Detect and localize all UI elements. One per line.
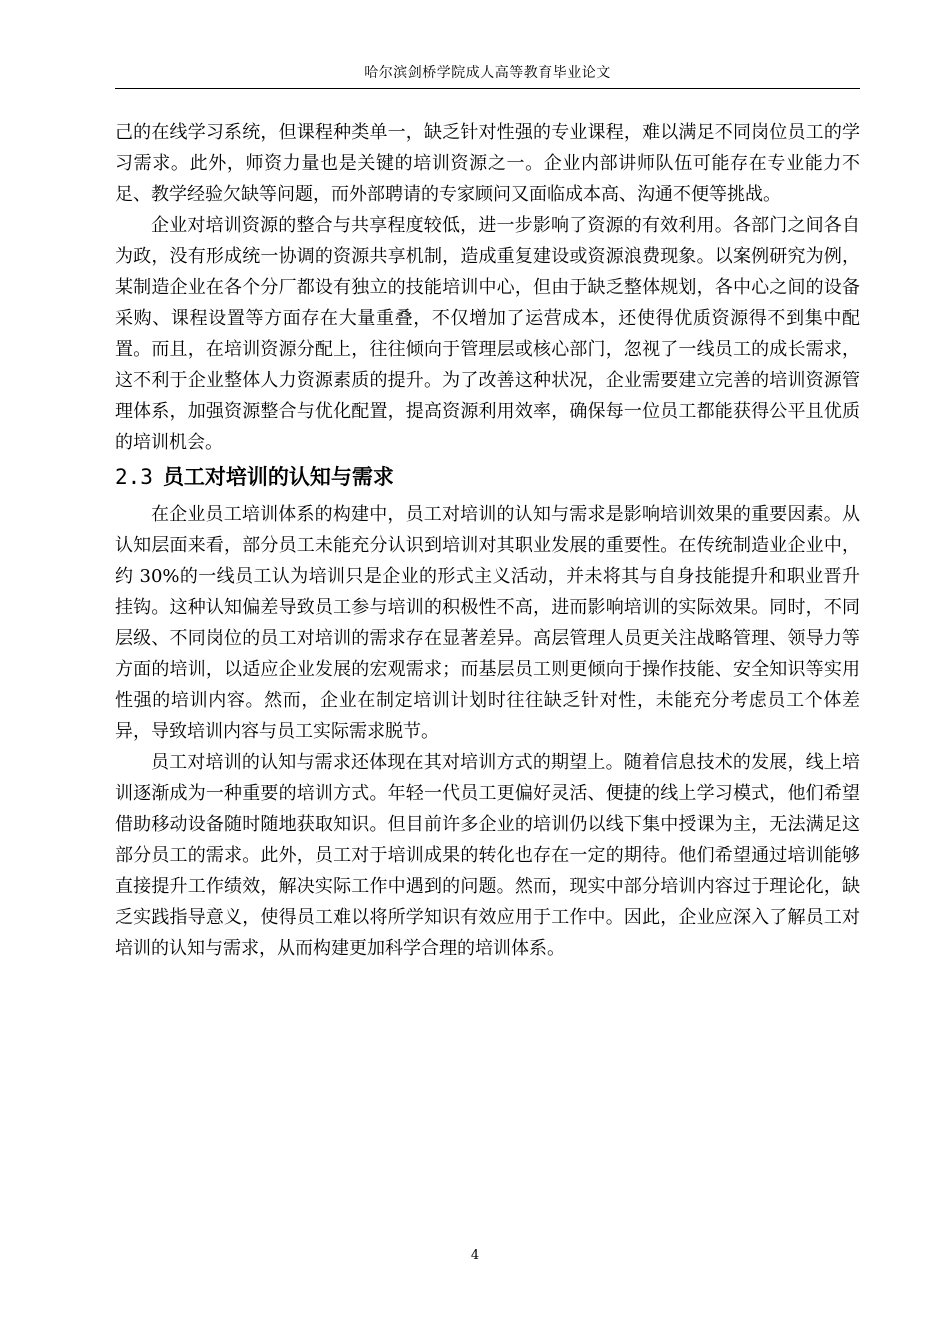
body-text <box>115 117 860 964</box>
page-number: 4 <box>470 1248 480 1263</box>
section-number: 2.3 <box>115 465 153 489</box>
body-paragraph: 企业对培训资源的整合与共享程度较低，进一步影响了资源的有效利用。各部门之间各自为政，没有形成统一协调的资源共享机制，造成重复建设或资源浪费现象。以案例研究为例，某制造企业在各个分厂都设有独立的技能培训中心，但由于缺乏整体规划，各中心之间的设备采购、课程设置等方面存在大量重叠，不仅增加了运营成本，还使得优质资源得不到集中配置。而且，在培训资源分配上，往往倾向于管理层或核心部门，忽视了一线员工的成长需求，这不利于企业整体人力资源素质的提升。为了改善这种状况，企业需要建立完善的培训资源管理体系，加强资源整合与优化配置，提高资源利用效率，确保每一位员工都能获得公平且优质的培训机会。 <box>115 215 860 453</box>
body-paragraph-continued: 己的在线学习系统，但课程种类单一，缺乏针对性强的专业课程，难以满足不同岗位员工的学习需求。此外，师资力量也是关键的培训资源之一。企业内部讲师队伍可能存在专业能力不足、教学经验欠缺等问题，而外部聘请的专家顾问又面临成本高、沟通不便等挑战。 <box>115 122 860 205</box>
body-paragraph: 员工对培训的认知与需求还体现在其对培训方式的期望上。随着信息技术的发展，线上培训逐渐成为一种重要的培训方式。年轻一代员工更偏好灵活、便捷的线上学习模式，他们希望借助移动设备随时随地获取知识。但目前许多企业的培训仍以线下集中授课为主，无法满足这部分员工的需求。此外，员工对于培训成果的转化也存在一定的期待。他们希望通过培训能够直接提升工作绩效，解决实际工作中遇到的问题。然而，现实中部分培训内容过于理论化，缺乏实践指导意义，使得员工难以将所学知识有效应用于工作中。因此，企业应深入了解员工对培训的认知与需求，从而构建更加科学合理的培训体系。 <box>115 752 860 959</box>
section-heading <box>115 462 860 492</box>
running-header: 哈尔滨剑桥学院成人高等教育毕业论文 <box>364 65 611 81</box>
header-rule <box>115 88 860 89</box>
section-title: 员工对培训的认知与需求 <box>162 465 394 489</box>
body-paragraph: 在企业员工培训体系的构建中，员工对培训的认知与需求是影响培训效果的重要因素。从认知层面来看，部分员工未能充分认识到培训对其职业发展的重要性。在传统制造业企业中，约 30%的一线员工认为培训只是企业的形式主义活动，并未将其与自身技能提升和职业晋升挂钩。这种认知偏差导致员工参与培训的积极性不高，进而影响培训的实际效果。同时，不同层级、不同岗位的员工对培训的需求存在显著差异。高层管理人员更关注战略管理、领导力等方面的培训，以适应企业发展的宏观需求；而基层员工则更倾向于操作技能、安全知识等实用性强的培训内容。然而，企业在制定培训计划时往往缺乏针对性，未能充分考虑员工个体差异，导致培训内容与员工实际需求脱节。 <box>115 504 860 742</box>
